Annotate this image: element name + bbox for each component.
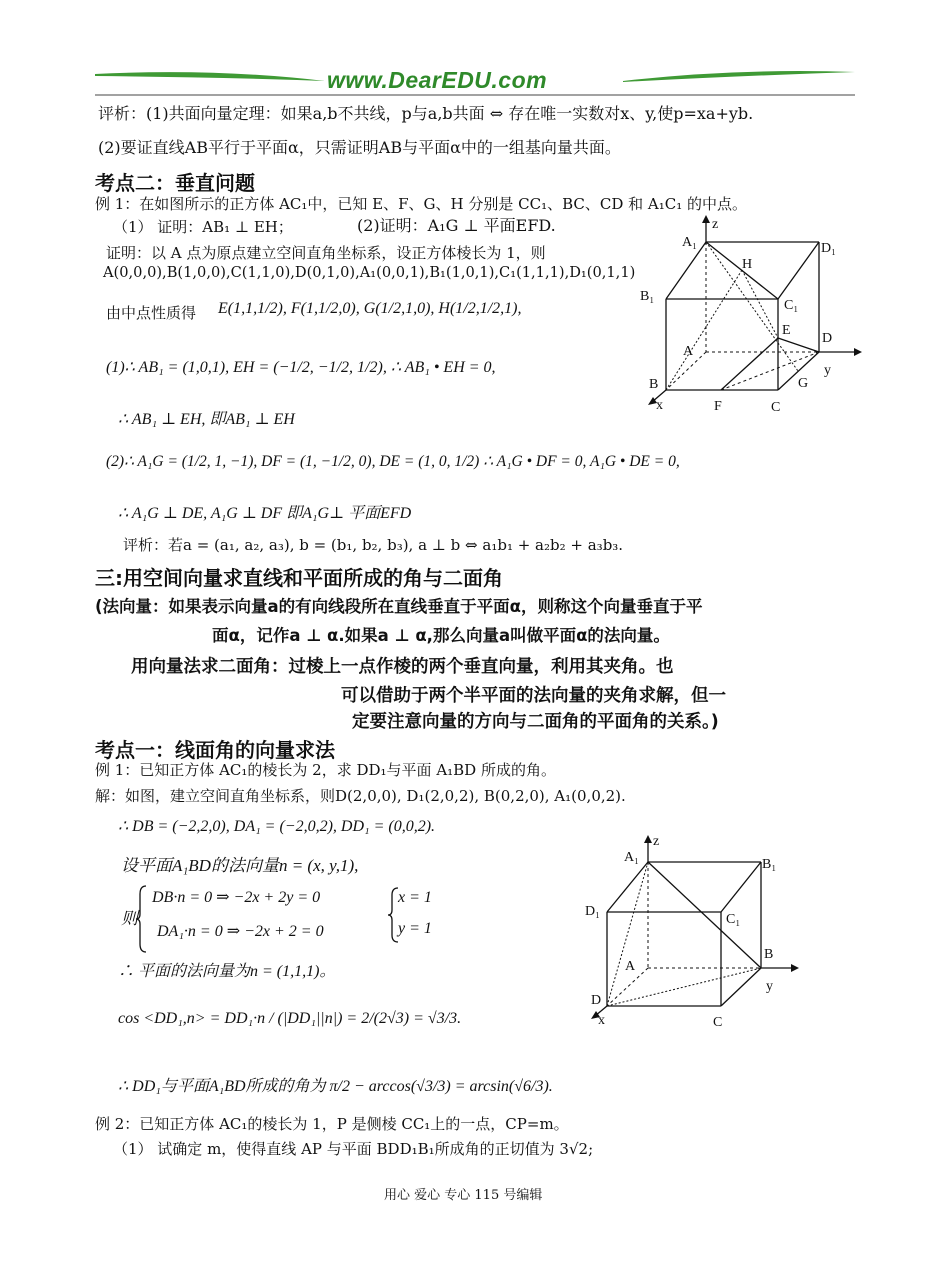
fig2-label-z: z xyxy=(653,834,660,849)
fig1-label-z: z xyxy=(712,217,719,232)
system-equation-2: DA₁·n = 0 ⇒ −2x + 2 = 0 xyxy=(157,923,324,940)
example-2-2-statement: 例 2：已知正方体 AC₁的棱长为 1，P 是侧棱 CC₁上的一点，CP=m。 xyxy=(95,1115,569,1133)
fig2-label-C: C xyxy=(713,1015,723,1030)
site-logo[interactable]: www.DearEDU.com xyxy=(327,67,548,93)
midpoint-label: 由中点性质得 xyxy=(106,304,197,322)
system-left-brace xyxy=(136,884,148,954)
solution-x: x = 1 xyxy=(398,889,432,906)
cube-figure-1 xyxy=(632,212,862,412)
midpoint-coordinates: E(1,1,1/2), F(1,1/2,0), G(1/2,1,0), H(1/2,1/2,1), xyxy=(218,300,522,317)
question-1: （1） 证明：AB₁ ⊥ EH； xyxy=(113,218,293,236)
section-heading-line-plane-angle: 考点一：线面角的向量求法 xyxy=(95,738,335,762)
solution-vectors: ∴ DB = (−2,2,0), DA₁ = (−2,0,2), DD₁ = (0,0,2). xyxy=(118,818,436,835)
angle-answer: ∴ DD₁与平面A₁BD所成的角为 π/2 − arccos(√3/3) = arcsin(√6/3). xyxy=(118,1078,553,1095)
fig2-label-x: x xyxy=(598,1013,605,1028)
fig2-label-B1: B₁ xyxy=(762,857,777,872)
question-2: (2)证明：A₁G ⊥ 平面EFD. xyxy=(357,216,556,235)
proof-intro: 证明：以 A 点为原点建立空间直角坐标系，设正方体棱长为 1，则 xyxy=(106,244,546,262)
system-equation-1: DB·n = 0 ⇒ −2x + 2y = 0 xyxy=(152,889,321,906)
fig2-label-A1: A₁ xyxy=(624,850,639,865)
normal-vector-setup: 设平面A₁BD的法向量n = (x, y,1), xyxy=(121,856,359,875)
step-2-vectors: (2)∴ A₁G = (1/2, 1, −1), DF = (1, −1/2, 0), DE = (1, 0, 1/2) ∴ A₁G • DF = 0, A₁G • DE = 0, xyxy=(106,453,680,470)
normal-vector-def-1: (法向量：如果表示向量a的有向线段所在直线垂直于平面α，则称这个向量垂直于平 xyxy=(95,597,703,616)
fig1-label-y: y xyxy=(824,363,831,378)
example-2-2-question: （1） 试确定 m，使得直线 AP 与平面 BDD₁B₁所成角的正切值为 3√2; xyxy=(113,1140,594,1158)
fig1-label-H: H xyxy=(742,257,753,272)
header-banner xyxy=(95,64,855,98)
comment-dot-product: 评析：若a = (a₁, a₂, a₃), b = (b₁, b₂, b₃), a ⊥ b ⇔ a₁b₁ + a₂b₂ + a₃b₃. xyxy=(123,536,624,554)
fig1-label-B: B xyxy=(649,377,659,392)
fig2-label-B: B xyxy=(764,947,774,962)
comment-line-2: (2)要证直线AB平行于平面α，只需证明AB与平面α中的一组基向量共面。 xyxy=(98,138,621,157)
cosine-computation: cos <DD₁,n> = DD₁·n / (|DD₁||n|) = 2/(2√3) = √3/3. xyxy=(118,1010,462,1027)
section-heading-three: 三:用空间向量求直线和平面所成的角与二面角 xyxy=(95,566,503,590)
fig1-label-E: E xyxy=(782,323,791,338)
fig1-label-C1: C₁ xyxy=(784,298,799,313)
section-heading-perpendicular: 考点二：垂直问题 xyxy=(95,171,255,195)
normal-vector-def-2: 面α，记作a ⊥ α.如果a ⊥ α,那么向量a叫做平面α的法向量。 xyxy=(212,626,670,645)
example-1-statement: 例 1：在如图所示的正方体 AC₁中，已知 E、F、G、H 分别是 CC₁、BC、CD 和 A₁C₁ 的中点。 xyxy=(95,195,748,213)
fig1-label-x: x xyxy=(656,398,663,412)
fig1-label-A1: A₁ xyxy=(682,235,697,250)
solution-y: y = 1 xyxy=(398,920,432,937)
fig1-label-D1: D₁ xyxy=(821,241,836,256)
dihedral-method-2: 可以借助于两个半平面的法向量的夹角求解，但一 xyxy=(341,686,726,706)
fig2-label-D: D xyxy=(591,993,602,1008)
fig2-label-C1: C₁ xyxy=(726,912,741,927)
fig2-label-A: A xyxy=(625,959,636,974)
fig1-label-A: A xyxy=(683,344,694,359)
fig2-label-y: y xyxy=(766,979,773,994)
step-2-conclusion: ∴ A₁G ⊥ DE, A₁G ⊥ DF 即A₁G⊥ 平面EFD xyxy=(118,505,412,522)
dihedral-method-3: 定要注意向量的方向与二面角的平面角的关系。) xyxy=(352,712,719,732)
normal-vector-result: ∴ 平面的法向量为n = (1,1,1)。 xyxy=(118,963,336,980)
fig1-label-F: F xyxy=(714,399,722,412)
solution-coordinates: 解：如图，建立空间直角坐标系，则D(2,0,0), D₁(2,0,2), B(0,2,0), A₁(0,0,2). xyxy=(95,787,626,805)
system-prefix: 则 xyxy=(121,909,138,928)
vertex-coordinates: A(0,0,0),B(1,0,0),C(1,1,0),D(0,1,0),A₁(0,0,1),B₁(1,0,1),C₁(1,1,1),D₁(0,1,1) xyxy=(103,264,636,281)
fig1-label-G: G xyxy=(798,376,809,391)
fig1-label-C: C xyxy=(771,400,781,412)
cube-figure-2 xyxy=(585,830,815,1040)
fig1-label-B1: B₁ xyxy=(640,289,655,304)
step-1-conclusion: ∴ AB₁ ⊥ EH, 即AB₁ ⊥ EH xyxy=(118,411,295,428)
fig1-label-D: D xyxy=(822,331,833,346)
fig2-label-D1: D₁ xyxy=(585,904,600,919)
example-2-1-statement: 例 1：已知正方体 AC₁的棱长为 2，求 DD₁与平面 A₁BD 所成的角。 xyxy=(95,761,556,779)
page-footer: 用心 爱心 专心 115 号编辑 xyxy=(384,1188,543,1203)
dihedral-method-1: 用向量法求二面角：过棱上一点作棱的两个垂直向量，利用其夹角。也 xyxy=(131,657,674,677)
step-1-vectors: (1)∴ AB₁ = (1,0,1), EH = (−1/2, −1/2, 1/2), ∴ AB₁ • EH = 0, xyxy=(106,359,496,376)
comment-line-1: 评析：(1)共面向量定理：如果a,b不共线，p与a,b共面 ⇔ 存在唯一实数对x、y,使p=xa+yb. xyxy=(98,104,754,123)
